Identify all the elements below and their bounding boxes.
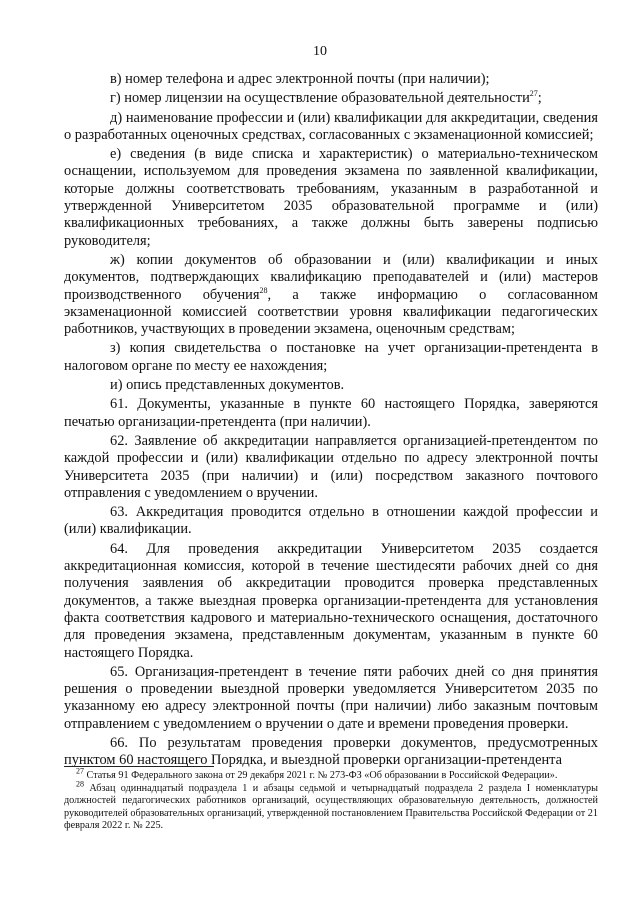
footnote-ref-28[interactable]: 28 (259, 285, 268, 295)
paragraph-text: 66. По результатам проведения проверки документов, предусмотренных пунктом 60 настоящего Порядка, и выездной проверки организации-претендента (64, 734, 598, 769)
list-item-z (64, 340, 598, 375)
paragraph-tail: ; (537, 90, 542, 107)
clause-65 (64, 664, 598, 733)
paragraph-text: 63. Аккредитация проводится отдельно в отношении каждой профессии и (или) квалификации. (64, 504, 598, 538)
footnote-divider (64, 766, 214, 767)
paragraph-text: д) наименование профессии и (или) квалификации для аккредитации, сведения о разработанных оценочных средствах, согласованных с экзаменационной комиссией; (64, 109, 598, 143)
paragraph-text: в) номер телефона и адрес электронной почты (при наличии); (110, 71, 490, 87)
paragraph-text: г) номер лицензии на осуществление образовательной деятельности (110, 90, 530, 107)
document-body (64, 71, 598, 772)
list-item-e (64, 146, 598, 250)
paragraph-text: 61. Документы, указанные в пункте 60 настоящего Порядка, заверяются печатью организации-претендента (при наличии). (64, 396, 598, 430)
footnote-number: 28 (76, 779, 84, 789)
paragraph-text: 65. Организация-претендент в течение пяти рабочих дней со дня принятия решения о проведении выездной проверки уведомляется Университетом 2035 по указанному ею адресу электронной почты (при наличии) либо заказным почтовым отправлением с уведомлением о вручении о дате и времени проведения проверки. (64, 663, 598, 732)
paragraph-text: 62. Заявление об аккредитации направляется организацией-претендентом по каждой профессии и (или) квалификации отдельно по адресу электронной почты Университета 2035 (при наличии) и (или) посредством заказного почтового отправления с уведомлением о вручении. (64, 432, 598, 501)
footnote-text: Абзац одиннадцатый подраздела 1 и абзацы седьмой и четырнадцатый подраздела 2 раздела I номенклатуры должностей педагогических работников организаций, осуществляющих образовательную деятельность, должностей руководителей образовательных организаций, утвержденной постановлением Правительства Российской Федерации от 21 февраля 2022 г. № 225. (64, 782, 598, 832)
clause-61 (64, 396, 598, 431)
list-item-zh (64, 252, 598, 338)
footnote-28 (64, 779, 598, 833)
clause-64 (64, 541, 598, 662)
paragraph-text: 64. Для проведения аккредитации Университетом 2035 создается аккредитационная комиссия, которой в течение шестидесяти рабочих дней со дня получения заявления об аккредитации проводится проверка представленных документов, а также выездная проверка организации-претендента для установления факта соответствия кадрового и материально-технического оснащения, достаточного для проведения экзамена, представленным документам, указанным в пункте 60 настоящего Порядка. (64, 540, 598, 661)
list-item-d (64, 110, 598, 145)
footnote-ref-27[interactable]: 27 (529, 89, 538, 99)
footnote-number: 27 (76, 766, 84, 776)
paragraph-text: и) опись представленных документов. (110, 377, 345, 394)
footnotes (64, 766, 598, 833)
paragraph-text: ж) копии документов об образовании и (или) квалификации и иных документов, подтверждающих квалификацию преподавателей и (или) мастеров производственного обучения (64, 251, 598, 303)
list-item-g (64, 90, 598, 107)
clause-62 (64, 433, 598, 502)
list-item-v (64, 71, 598, 88)
footnote-text: Статья 91 Федерального закона от 29 декабря 2021 г. № 273-ФЗ «Об образовании в Российской Федерации». (86, 770, 558, 781)
paragraph-text: з) копия свидетельства о постановке на учет организации-претендента в налоговом органе по месту ее нахождения; (64, 340, 598, 374)
clause-66 (64, 735, 598, 770)
page-number: 10 (313, 44, 327, 59)
paragraph-tail: , а также информацию о согласованном экзаменационной комиссией соответствии уровня квалификации педагогических работников, участвующих в проведении экзамена, оценочным средствам; (64, 286, 598, 338)
footnote-27 (64, 766, 598, 783)
clause-63 (64, 504, 598, 539)
paragraph-text: е) сведения (в виде списка и характеристик) о материально-техническом оснащении, используемом для проведения экзамена по заявленной квалификации, которые должны соответствовать требованиям, указанным в разработанной и утвержденной Университетом 2035 образовательной программе и (или) квалификационных требованиях, а также должны быть заверены подписью руководителя; (64, 146, 598, 249)
list-item-i (64, 377, 598, 394)
